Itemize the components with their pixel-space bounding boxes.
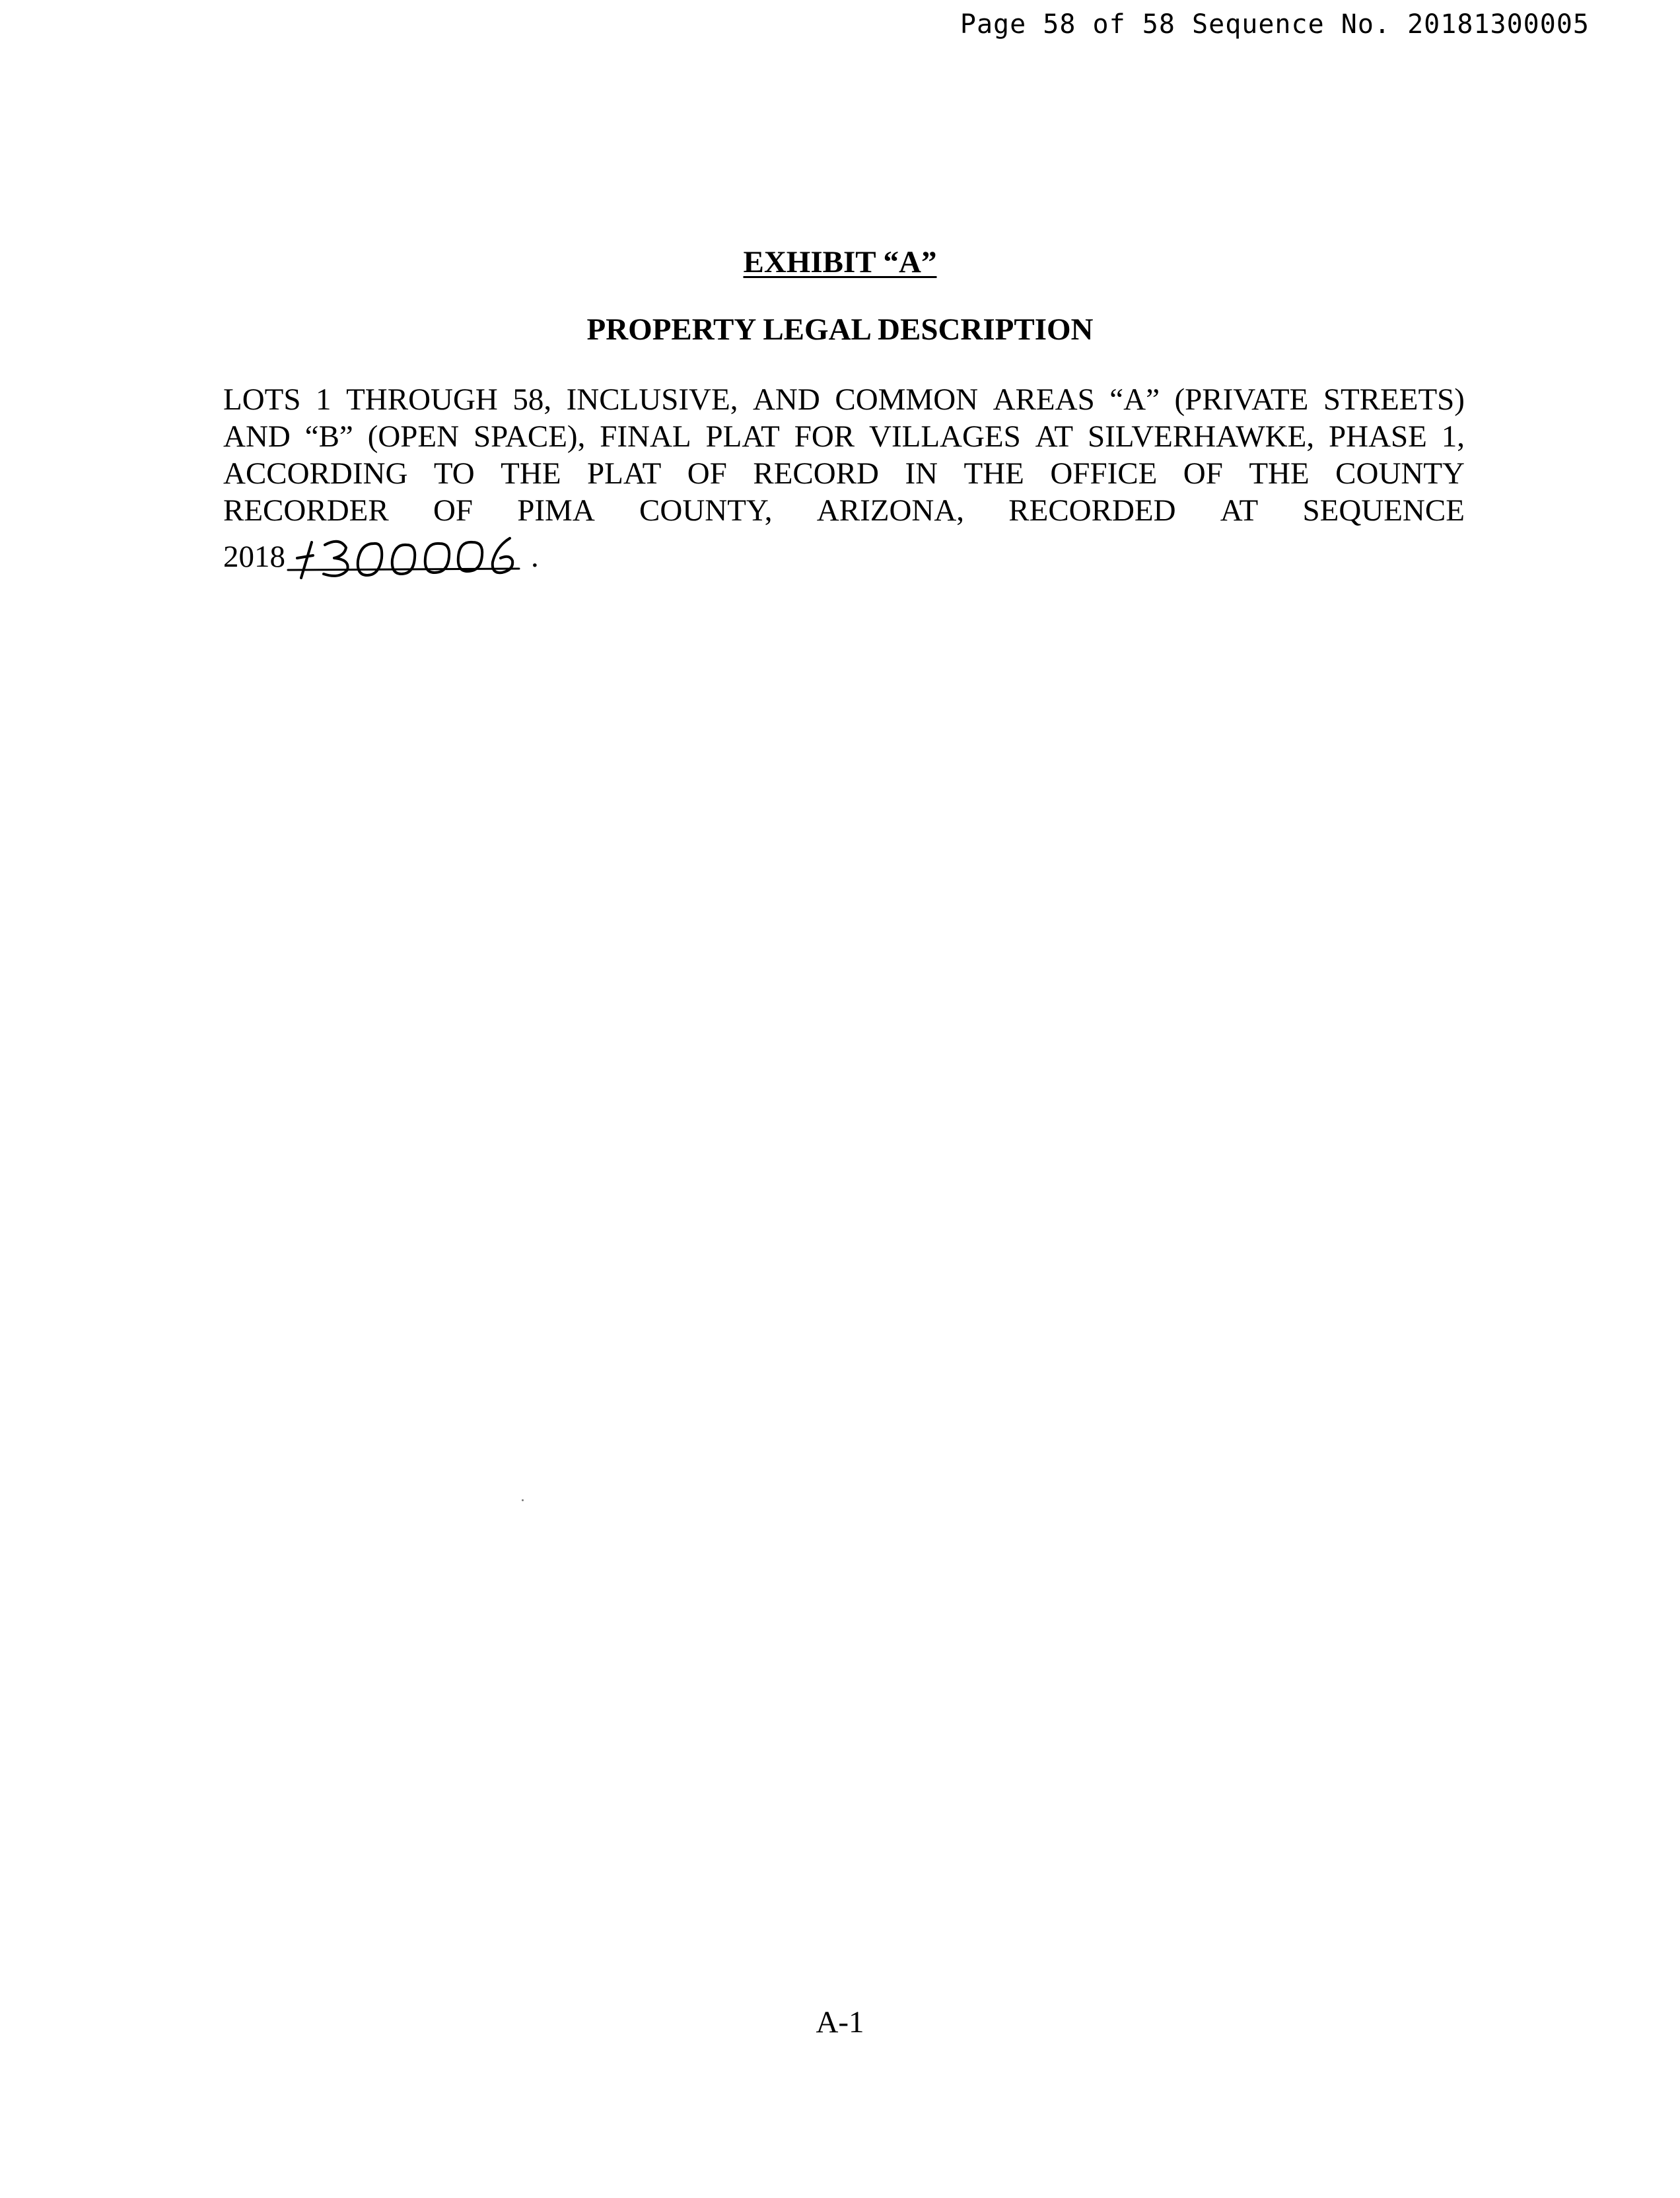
legal-description-word: AND: [752, 382, 820, 417]
legal-description-word: FINAL: [600, 419, 691, 454]
legal-description-word: AREAS: [993, 382, 1095, 417]
legal-description-word: SEQUENCE: [1302, 493, 1465, 528]
legal-description-word: RECORDER: [223, 493, 389, 528]
handwriting-drawing: [287, 529, 531, 582]
legal-description-word: AT: [1220, 493, 1259, 528]
legal-description-word: VILLAGES: [869, 419, 1021, 454]
handwritten-sequence-number: [287, 529, 531, 582]
legal-description-word: AND: [223, 419, 291, 454]
legal-description-line: [223, 418, 1465, 455]
legal-description-word: PHASE: [1328, 419, 1427, 454]
legal-description-word: THE: [963, 456, 1024, 491]
legal-description-word: COUNTY,: [639, 493, 773, 528]
legal-description-word: COUNTY: [1335, 456, 1465, 491]
section-title: PROPERTY LEGAL DESCRIPTION: [586, 312, 1094, 347]
sequence-line: [223, 529, 1465, 575]
legal-description-word: THE: [501, 456, 561, 491]
page-sequence-header: Page 58 of 58 Sequence No. 20181300005: [960, 9, 1590, 40]
legal-description-word: TO: [433, 456, 475, 491]
sequence-prefix: 2018: [223, 540, 285, 574]
legal-description-word: COMMON: [835, 382, 979, 417]
legal-description-word: THE: [1249, 456, 1310, 491]
legal-description-word: THROUGH: [346, 382, 498, 417]
legal-description-word: STREETS): [1323, 382, 1465, 417]
legal-description-word: INCLUSIVE,: [566, 382, 738, 417]
legal-description-word: OF: [1183, 456, 1223, 491]
legal-description-word: RECORDED: [1008, 493, 1176, 528]
legal-description-word: OF: [433, 493, 473, 528]
legal-description-word: ACCORDING: [223, 456, 408, 491]
legal-description-word: LOTS: [223, 382, 301, 417]
legal-description-word: RECORD: [753, 456, 879, 491]
legal-description-word: (OPEN: [367, 419, 460, 454]
legal-description-word: PIMA: [517, 493, 595, 528]
legal-description-word: FOR: [794, 419, 855, 454]
legal-description: [223, 381, 1465, 575]
legal-description-word: (PRIVATE: [1174, 382, 1309, 417]
legal-description-word: PLAT: [587, 456, 662, 491]
legal-description-word: SPACE),: [473, 419, 586, 454]
exhibit-title-text: EXHIBIT “A”: [743, 245, 937, 279]
legal-description-word: AT: [1035, 419, 1074, 454]
legal-description-word: PLAT: [705, 419, 780, 454]
legal-description-word: “A”: [1109, 382, 1160, 417]
legal-description-word: 1,: [1441, 419, 1465, 454]
page-number: A-1: [816, 2005, 864, 2039]
legal-description-word: OFFICE: [1050, 456, 1158, 491]
legal-description-line: [223, 381, 1465, 418]
legal-description-line: [223, 492, 1465, 529]
legal-description-word: IN: [905, 456, 938, 491]
sequence-suffix: .: [531, 540, 539, 574]
legal-description-word: OF: [687, 456, 727, 491]
scan-speck: [522, 1499, 524, 1501]
legal-description-word: ARIZONA,: [816, 493, 965, 528]
exhibit-title: [0, 244, 1680, 280]
legal-description-word: SILVERHAWKE,: [1088, 419, 1315, 454]
legal-description-line: [223, 455, 1465, 492]
legal-description-word: 58,: [512, 382, 552, 417]
legal-description-word: 1: [316, 382, 332, 417]
legal-description-word: “B”: [304, 419, 353, 454]
